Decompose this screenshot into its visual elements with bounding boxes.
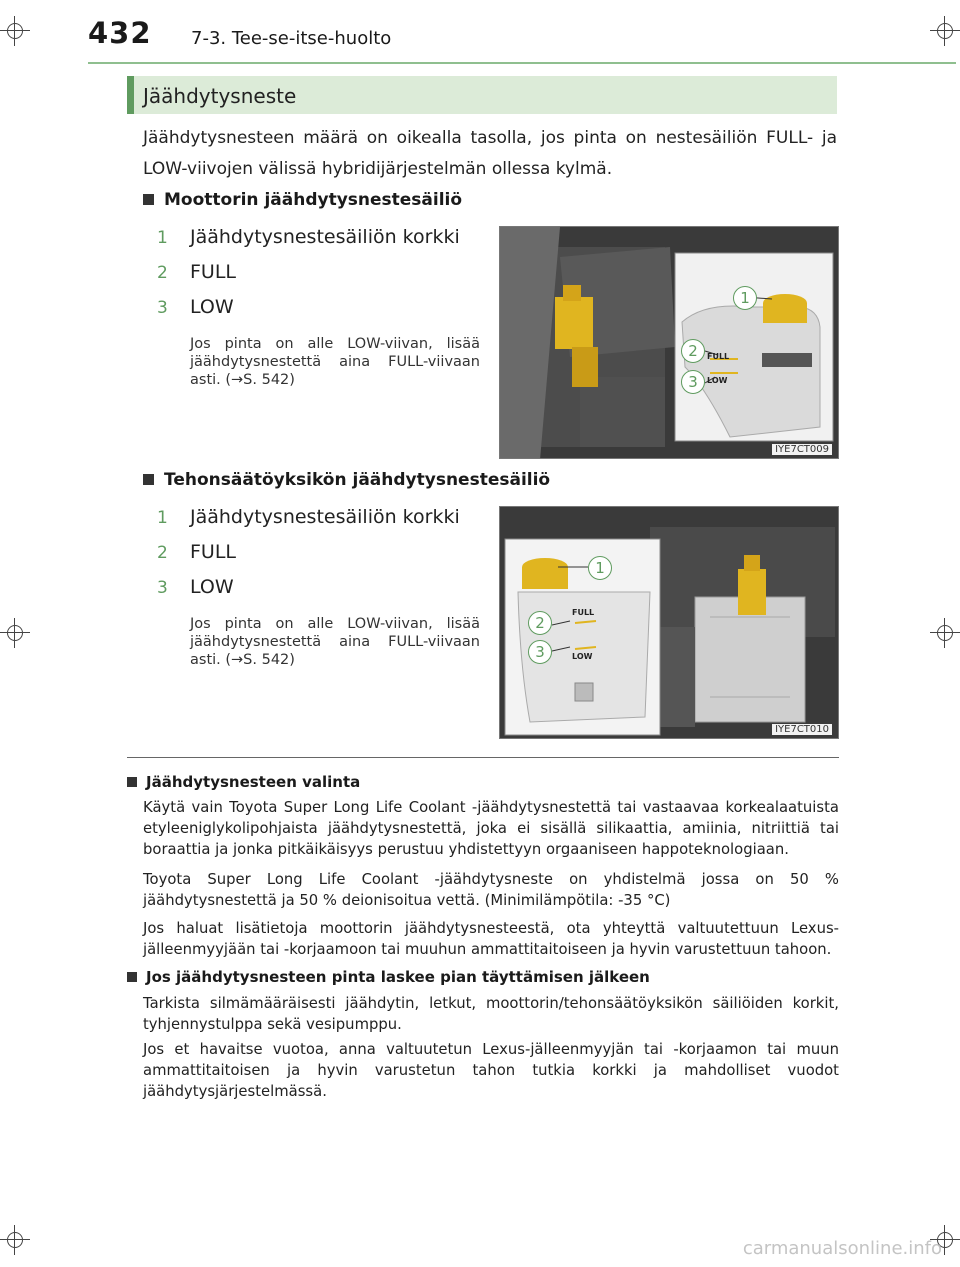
engine-heading-text: Moottorin jäähdytysnestesäiliö [164, 190, 463, 210]
bullet-square [143, 194, 154, 205]
notes-divider [127, 757, 839, 758]
item-label-low: LOW [190, 296, 234, 318]
callout-1: 1 [588, 556, 612, 580]
bullet-square [127, 972, 137, 982]
registration-mark [0, 618, 30, 648]
item-number: 2 [157, 543, 168, 563]
callout-1: 1 [733, 286, 757, 310]
engine-reservoir-photo [499, 226, 839, 459]
engine-reservoir-heading [143, 190, 462, 210]
photo-code: IYE7CT010 [772, 724, 832, 735]
pcu-heading-text: Tehonsäätöyksikön jäähdytysnestesäiliö [164, 470, 551, 490]
registration-mark [930, 16, 960, 46]
item-number: 1 [157, 508, 168, 528]
item-label-low: LOW [190, 576, 234, 598]
item-number: 2 [157, 263, 168, 283]
bullet-square [127, 777, 137, 787]
engine-note: Jos pinta on alle LOW-viivan, lisää jäähdytysnestettä aina FULL-viivaan asti. (→S. 542) [190, 336, 480, 388]
coolant-selection-heading [127, 773, 360, 791]
item-label-cap: Jäähdytysnestesäiliön korkki [190, 226, 460, 248]
drop-paragraph-1: Tarkista silmämääräisesti jäähdytin, letkut, moottorin/tehonsäätöyksikön säiliöiden korkit, tyhjennystulppa sekä vesipumppu. [143, 995, 839, 1033]
photo-code: IYE7CT009 [772, 444, 832, 455]
chapter-title: 7-3. Tee-se-itse-huolto [191, 28, 392, 49]
drop-heading-text: Jos jäähdytysnesteen pinta laskee pian täyttämisen jälkeen [146, 968, 650, 986]
item-label-full: FULL [190, 541, 237, 563]
item-number: 1 [157, 228, 168, 248]
engine-illustration [500, 227, 839, 459]
callout-3: 3 [681, 370, 705, 394]
tank-low-label: LOW [707, 376, 728, 385]
callout-3: 3 [528, 640, 552, 664]
item-number: 3 [157, 578, 168, 598]
item-number: 3 [157, 298, 168, 318]
bullet-square [143, 474, 154, 485]
selection-paragraph-1: Käytä vain Toyota Super Long Life Coolant -jäähdytysnestettä tai vastaavaa korkealaatuista etyleeniglykolipohjaista jäähdytysnestettä, joka ei sisällä silikaattia, amiinia, nitriittiä tai boraattia ja jonka pitkäikäisyys perustuu yhdistettyyn orgaaniseen happoteknologiaan. [143, 799, 839, 858]
item-label-full: FULL [190, 261, 237, 283]
tank-full-label: FULL [707, 352, 730, 361]
selection-paragraph-3: Jos haluat lisätietoja moottorin jäähdytysnesteestä, ota yhteyttä valtuutettuun Lexus-jälleenmyyjään tai -korjaamoon tai muuhun ammattitaitoiseen ja hyvin varustettuun tahoon. [143, 920, 839, 958]
tank-full-label: FULL [572, 608, 595, 617]
registration-mark [930, 618, 960, 648]
tank-low-label: LOW [572, 652, 593, 661]
section-title: Jäähdytysneste [143, 84, 297, 108]
callout-2: 2 [528, 611, 552, 635]
level-drop-heading [127, 968, 650, 986]
page-number: 432 [88, 16, 152, 50]
watermark: carmanualsonline.info [742, 1238, 942, 1259]
selection-paragraph-2: Toyota Super Long Life Coolant -jäähdytysneste on yhdistelmä jossa on 50 % jäähdytysnestettä ja 50 % deionisoitua vettä. (Minimilämpötila: -35 °C) [143, 871, 839, 909]
header-divider [88, 62, 956, 64]
intro-paragraph: Jäähdytysnesteen määrä on oikealla tasolla, jos pinta on nestesäiliön FULL- ja LOW-viivojen välissä hybridijärjestelmän ollessa kylmä. [143, 128, 837, 179]
callout-2: 2 [681, 339, 705, 363]
pcu-note: Jos pinta on alle LOW-viivan, lisää jäähdytysnestettä aina FULL-viivaan asti. (→S. 542) [190, 616, 480, 668]
pcu-reservoir-heading [143, 470, 550, 490]
drop-paragraph-2: Jos et havaitse vuotoa, anna valtuutetun Lexus-jälleenmyyjän tai -korjaamon tai muun ammattitaitoisen ja hyvin varustetun tahon tutkia korkki ja mahdolliset vuodot jäähdytysjärjestelmässä. [143, 1041, 839, 1100]
registration-mark [0, 16, 30, 46]
selection-heading-text: Jäähdytysnesteen valinta [146, 773, 361, 791]
item-label-cap: Jäähdytysnestesäiliön korkki [190, 506, 460, 528]
registration-mark [0, 1225, 30, 1255]
pcu-reservoir-photo [499, 506, 839, 739]
